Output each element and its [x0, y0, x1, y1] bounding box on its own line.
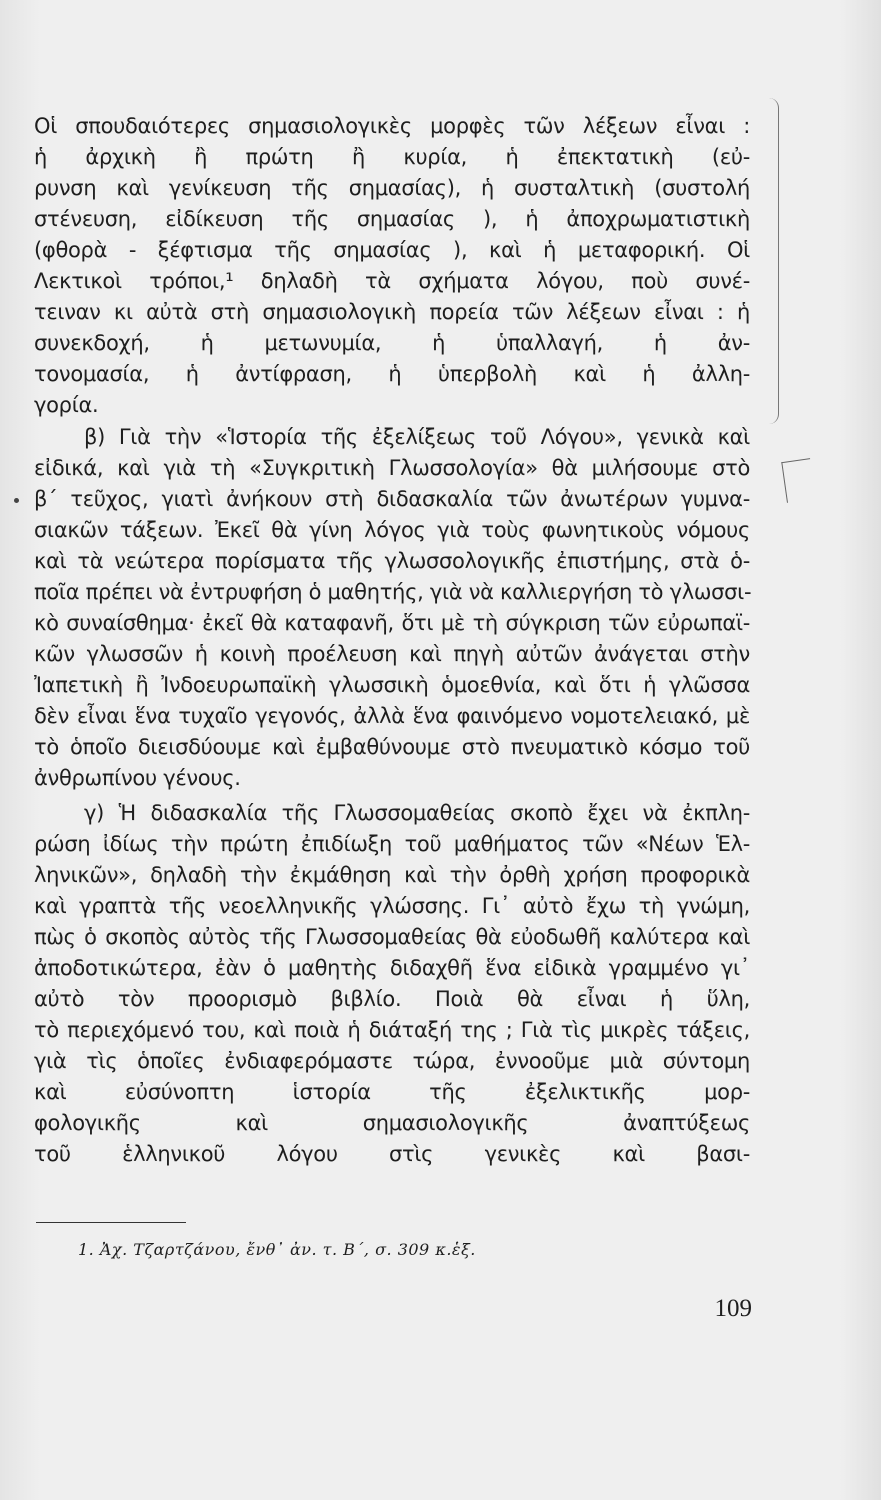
text-line: τὸ περιεχόμενό του, καὶ ποιὰ ἡ διάταξή της ; Γιὰ τὶς μικρὲς τάξεις, — [34, 1018, 750, 1042]
text-line: τοῦ ἑλληνικοῦ λόγου στὶς γενικὲς καὶ βασι- — [34, 1142, 750, 1166]
text-line: στένευση, εἰδίκευση τῆς σημασίας ), ἡ ἀποχρωματιστικὴ — [34, 207, 750, 231]
text-line: καὶ τὰ νεώτερα πορίσματα τῆς γλωσσολογικῆς ἐπιστήμης, στὰ ὁ- — [34, 549, 750, 573]
text-line: σιακῶν τάξεων. Ἐκεῖ θὰ γίνη λόγος γιὰ τοὺς φωνητικοὺς νόμους — [34, 518, 750, 542]
text-line: Ἰαπετικὴ ἢ Ἰνδοευρωπαϊκὴ γλωσσικὴ ὁμοεθνία, καὶ ὅτι ἡ γλῶσσα — [34, 673, 750, 697]
text-line: καὶ εὐσύνοπτη ἱστορία τῆς ἐξελικτικῆς μορ- — [34, 1080, 750, 1104]
text-line: γορία. — [34, 393, 99, 417]
text-line: ἀνθρωπίνου γένους. — [34, 766, 241, 790]
text-line: αὐτὸ τὸν προορισμὸ βιβλίο. Ποιὰ θὰ εἶναι ἡ ὕλη, — [34, 987, 750, 1011]
paragraph-c-start: γ) Ἡ διδασκαλία τῆς Γλωσσομαθείας σκοπὸ ἔχει νὰ ἐκπλη- — [84, 801, 750, 825]
footnote-rule — [36, 1222, 186, 1223]
text-line: Λεκτικοὶ τρόποι,¹ δηλαδὴ τὰ σχήματα λόγου, ποὺ συνέ- — [34, 269, 750, 293]
text-line: ἀποδοτικώτερα, ἐὰν ὁ μαθητὴς διδαχθῆ ἕνα εἰδικὰ γραμμένο γι᾽ — [34, 956, 750, 980]
ink-dot — [14, 498, 19, 503]
text-line: ποῖα πρέπει νὰ ἐντρυφήση ὁ μαθητής, γιὰ νὰ καλλιεργήση τὸ γλωσσι- — [34, 580, 752, 604]
footnote: 1. Ἀχ. Τζαρτζάνου, ἔνθ᾽ ἀν. τ. Β΄, σ. 309 κ.ἑξ. — [78, 1240, 476, 1259]
text-line: κὸ συναίσθημα· ἐκεῖ θὰ καταφανῆ, ὅτι μὲ τὴ σύγκριση τῶν εὐρωπαϊ- — [34, 611, 750, 635]
text-line: καὶ γραπτὰ τῆς νεοελληνικῆς γλώσσης. Γι᾽ αὐτὸ ἔχω τὴ γνώμη, — [34, 894, 750, 918]
text-line: (φθορὰ - ξέφτισμα τῆς σημασίας ), καὶ ἡ μεταφορική. Οἱ — [34, 238, 750, 262]
text-line: ἡ ἀρχικὴ ἢ πρώτη ἢ κυρία, ἡ ἐπεκτατικὴ (εὐ- — [34, 145, 750, 169]
text-line: δὲν εἶναι ἕνα τυχαῖο γεγονός, ἀλλὰ ἕνα φαινόμενο νομοτελειακό, μὲ — [34, 704, 750, 728]
text-line: κῶν γλωσσῶν ἡ κοινὴ προέλευση καὶ πηγὴ αὐτῶν ἀνάγεται στὴν — [34, 642, 750, 666]
text-line: τονομασία, ἡ ἀντίφραση, ἡ ὑπερβολὴ καὶ ἡ ἀλλη- — [34, 362, 750, 386]
text-line: ρώση ἰδίως τὴν πρώτη ἐπιδίωξη τοῦ μαθήματος τῶν «Νέων Ἑλ- — [34, 832, 750, 856]
text-line: β΄ τεῦχος, γιατὶ ἀνήκουν στὴ διδασκαλία τῶν ἀνωτέρων γυμνα- — [34, 487, 750, 511]
pencil-margin-mark — [781, 458, 815, 503]
text-line: φολογικῆς καὶ σημασιολογικῆς ἀναπτύξεως — [34, 1111, 750, 1135]
text-line: τειναν κι αὐτὰ στὴ σημασιολογικὴ πορεία τῶν λέξεων εἶναι : ἡ — [34, 300, 750, 324]
text-line: εἰδικά, καὶ γιὰ τὴ «Συγκριτικὴ Γλωσσολογία» θὰ μιλήσουμε στὸ — [34, 456, 750, 480]
text-line: γιὰ τὶς ὁποῖες ἐνδιαφερόμαστε τώρα, ἐννοοῦμε μιὰ σύντομη — [34, 1049, 750, 1073]
text-line: συνεκδοχή, ἡ μετωνυμία, ἡ ὑπαλλαγή, ἡ ἀν- — [34, 331, 750, 355]
paragraph-b-start: β) Γιὰ τὴν «Ἱστορία τῆς ἐξελίξεως τοῦ Λόγου», γενικὰ καὶ — [84, 425, 750, 449]
pencil-margin-bracket — [764, 98, 779, 424]
text-line: ληνικῶν», δηλαδὴ τὴν ἐκμάθηση καὶ τὴν ὀρθὴ χρήση προφορικὰ — [34, 863, 750, 887]
text-line: τὸ ὁποῖο διεισδύουμε καὶ ἐμβαθύνουμε στὸ πνευματικὸ κόσμο τοῦ — [34, 735, 750, 759]
page-number: 109 — [714, 1295, 752, 1322]
text-line: πὼς ὁ σκοπὸς αὐτὸς τῆς Γλωσσομαθείας θὰ εὐοδωθῆ καλύτερα καὶ — [34, 925, 750, 949]
text-line: Οἱ σπουδαιότερες σημασιολογικὲς μορφὲς τῶν λέξεων εἶναι : — [34, 114, 750, 138]
text-line: ρυνση καὶ γενίκευση τῆς σημασίας), ἡ συσταλτικὴ (συστολή — [34, 176, 750, 200]
